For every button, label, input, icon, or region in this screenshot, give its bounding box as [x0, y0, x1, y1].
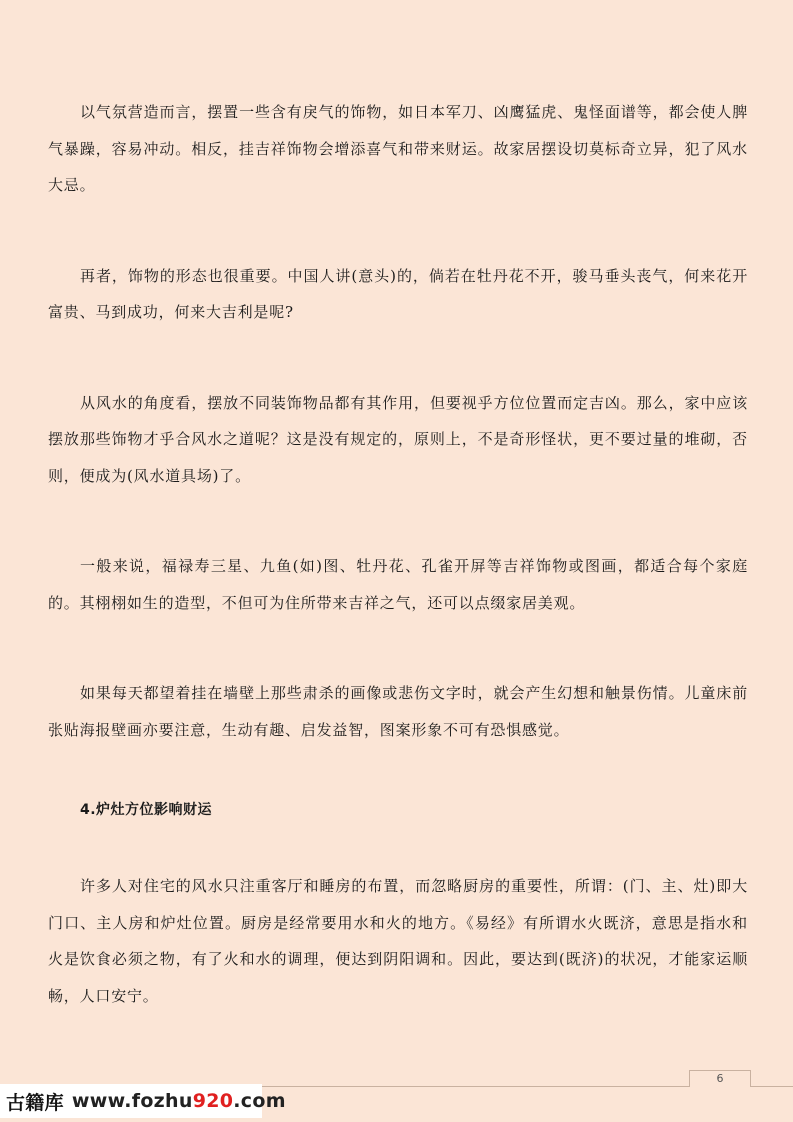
watermark-site-name: 古籍库 [6, 1091, 64, 1114]
paragraph-decor-shape: 再者，饰物的形态也很重要。中国人讲(意头)的，倘若在牡丹花不开，骏马垂头丧气，何来花开富贵、马到成功，何来大吉利是呢? [48, 266, 748, 321]
paragraph-kitchen: 许多人对住宅的风水只注重客厅和睡房的布置，而忽略厨房的重要性，所谓：(门、主、灶)即大门口、主人房和炉灶位置。厨房是经常要用水和火的地方。《易经》有所谓水火既济，意思是指水和火是饮食必须之物，有了火和水的调理，便达到阴阳调和。因此，要达到(既济)的状况，才能家运顺畅，人口安宁。 [48, 877, 748, 1005]
watermark-url-suffix: .com [233, 1090, 286, 1112]
paragraph-auspicious-items: 一般来说，福禄寿三星、九鱼(如)图、牡丹花、孔雀开屏等吉祥饰物或图画，都适合每个家庭的。其栩栩如生的造型，不但可为住所带来吉祥之气，还可以点缀家居美观。 [48, 557, 748, 612]
paragraph-fengshui-angle: 从风水的角度看，摆放不同装饰物品都有其作用，但要视乎方位位置而定吉凶。那么，家中应该摆放那些饰物才乎合风水之道呢？这是没有规定的，原则上，不是奇形怪状，更不要过量的堆砌，否则，便成为(风水道具场)了。 [48, 393, 748, 485]
page-number: 6 [689, 1070, 751, 1087]
section-heading: 4.炉灶方位影响财运 [80, 802, 213, 818]
site-watermark [0, 1084, 286, 1118]
paragraph-decor-atmosphere: 以气氛营造而言，摆置一些含有戾气的饰物，如日本军刀、凶鹰猛虎、鬼怪面谱等，都会使人脾气暴躁，容易冲动。相反，挂吉祥饰物会增添喜气和带来财运。故家居摆设切莫标奇立异，犯了风水大忌。 [48, 103, 748, 194]
footer-rule-tail [750, 1086, 793, 1087]
watermark-url-number: 920 [192, 1090, 234, 1112]
document-body [48, 94, 748, 1068]
watermark-url-prefix: www.fozhu [71, 1090, 193, 1112]
paragraph-wall-images: 如果每天都望着挂在墙壁上那些肃杀的画像或悲伤文字时，就会产生幻想和触景伤情。儿童床前张贴海报壁画亦要注意，生动有趣、启发益智，图案形象不可有恐惧感觉。 [48, 684, 748, 739]
